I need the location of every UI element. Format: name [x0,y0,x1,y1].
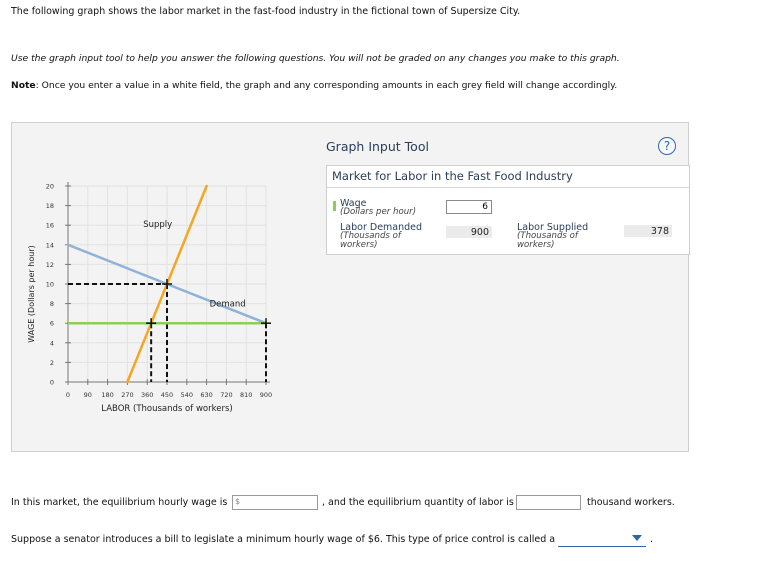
wage-label: Wage [340,198,367,209]
note-body: : Once you enter a value in a white field, the graph and any corresponding amounts in each grey field will change accordingly. [35,80,618,91]
question1-text-middle: , and the equilibrium quantity of labor is [322,497,514,508]
y-axis-title: WAGE (Dollars per hour) [27,245,36,343]
question2-period: . [650,534,654,545]
y-tick-label: 12 [45,260,54,269]
help-icon[interactable]: ? [658,137,676,155]
x-tick-label: 180 [101,391,114,399]
labor-demanded-label: Labor Demanded [340,222,423,233]
intro-text: The following graph shows the labor market in the fast-food industry in the fictional town of Supersize City. [11,6,521,17]
supply-label: Supply [143,220,173,231]
equilibrium-quantity-input[interactable] [516,495,581,510]
labor-supplied-units-1: (Thousands of [517,231,578,241]
divider [327,187,689,188]
tool-subtitle: Market for Labor in the Fast Food Industry [332,169,573,183]
chevron-down-icon [632,535,642,541]
y-tick-label: 6 [49,319,54,328]
labor-demanded-value: 900 [446,226,492,238]
x-tick-label: 540 [180,391,194,399]
x-tick-label: 450 [160,391,174,399]
y-tick-label: 14 [45,241,54,250]
x-axis-title: LABOR (Thousands of workers) [101,404,233,414]
note-text [11,80,617,91]
labor-supplied-label: Labor Supplied [517,222,589,233]
x-tick-label: 810 [239,391,253,399]
graph-input-tool-title: Graph Input Tool [326,139,429,154]
y-tick-label: 8 [49,300,54,309]
y-tick-label: 2 [49,358,54,367]
y-tick-label: 0 [49,378,54,387]
y-tick-label: 20 [45,182,54,191]
x-tick-label: 270 [121,391,134,399]
x-tick-label: 90 [83,391,92,399]
wage-units: (Dollars per hour) [340,207,417,217]
labor-supplied-units-2: workers) [517,240,555,250]
note-label: Note [11,80,36,91]
y-tick-label: 16 [45,221,54,230]
wage-input[interactable] [446,200,492,214]
x-tick-label: 900 [259,391,273,399]
labor-demanded-units-2: workers) [340,240,378,250]
y-tick-label: 10 [45,280,54,289]
x-tick-label: 720 [220,391,233,399]
x-tick-label: 630 [200,391,213,399]
question2-text: Suppose a senator introduces a bill to legislate a minimum hourly wage of $6. This type of price control is called a [11,534,556,545]
demand-label: Demand [209,299,246,310]
instructions-text: Use the graph input tool to help you answer the following questions. You will not be graded on any changes you make to this graph. [11,53,620,64]
price-control-dropdown[interactable] [558,531,646,547]
question1-text-before: In this market, the equilibrium hourly wage is [11,497,228,508]
x-tick-label: 360 [140,391,154,399]
equilibrium-wage-input[interactable]: $ [232,495,318,510]
y-tick-label: 18 [45,202,54,211]
question1-text-after: thousand workers. [587,497,675,508]
labor-demanded-units-1: (Thousands of [340,231,401,241]
y-tick-label: 4 [49,339,54,348]
wage-color-swatch [333,201,336,211]
labor-supplied-value: 378 [624,225,672,237]
x-tick-label: 0 [65,391,71,399]
